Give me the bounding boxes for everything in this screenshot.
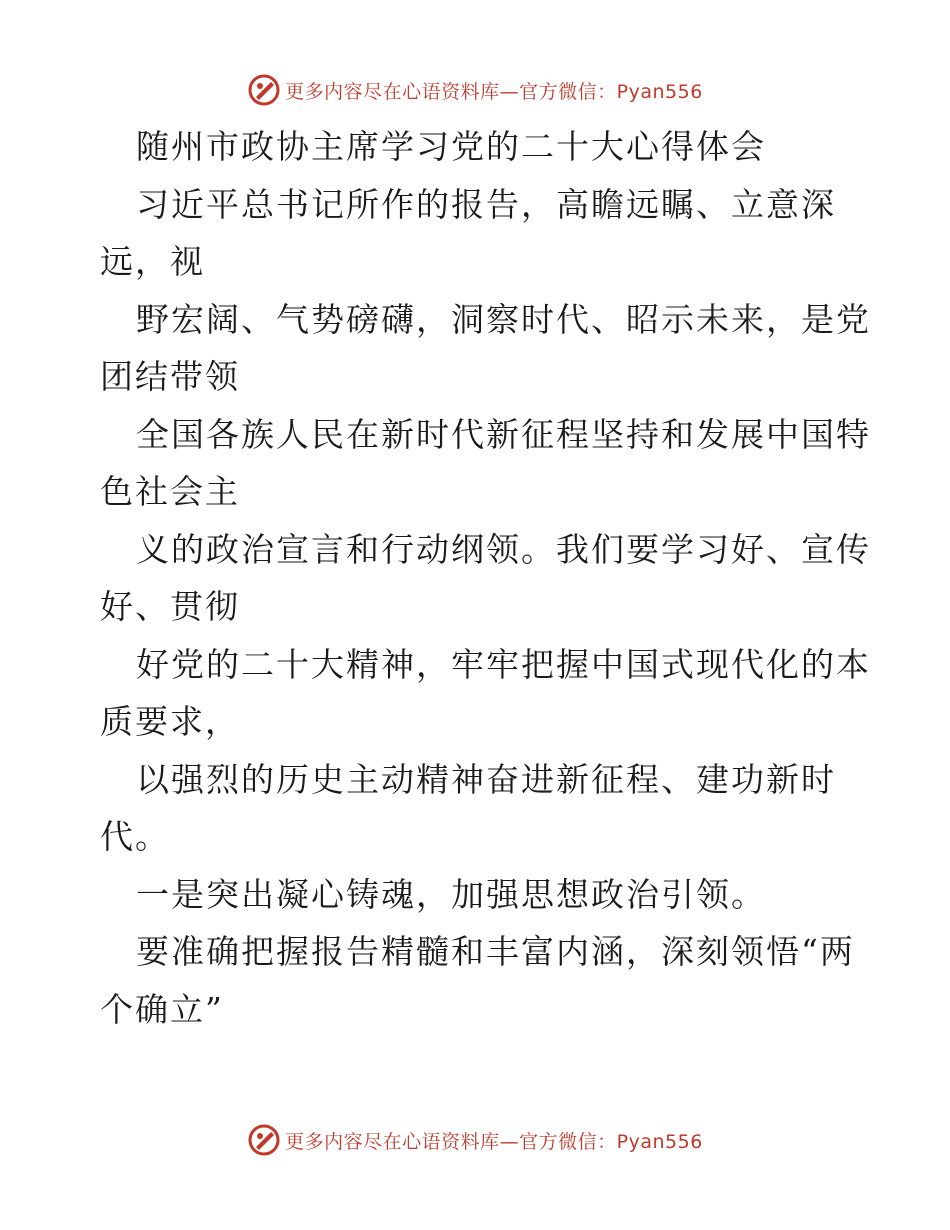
text-line: 团结带领	[100, 357, 240, 396]
text-line: 野宏阔、气势磅礴，洞察时代、昭示未来，是党	[136, 299, 871, 339]
text-line: 代。	[100, 817, 170, 856]
document-body	[100, 118, 871, 1038]
text-line: 全国各族人民在新时代新征程坚持和发展中国特	[136, 414, 871, 454]
section-heading: 一是突出凝心铸魂，加强思想政治引领。	[136, 874, 766, 914]
watermark-text: 更多内容尽在心语资料库—官方微信：Pyan556	[285, 80, 703, 103]
header-watermark	[0, 70, 950, 110]
text-line: 习近平总书记所作的报告，高瞻远瞩、立意深	[136, 184, 836, 224]
text-line: 好、贯彻	[100, 587, 240, 626]
document-title: 随州市政协主席学习党的二十大心得体会	[136, 127, 766, 166]
text-line: 个确立”	[100, 989, 224, 1029]
text-line: 义的政治宣言和行动纲领。我们要学习好、宣传	[136, 529, 871, 569]
text-line: 质要求，	[100, 702, 240, 741]
watermark-text: 更多内容尽在心语资料库—官方微信：Pyan556	[285, 1130, 703, 1153]
text-line: 以强烈的历史主动精神奋进新征程、建功新时	[136, 759, 836, 799]
text-line: 要准确把握报告精髓和丰富内涵，深刻领悟“两	[136, 932, 855, 971]
brand-logo-icon	[247, 73, 281, 107]
text-line: 远，视	[100, 242, 205, 281]
text-line: 好党的二十大精神，牢牢把握中国式现代化的本	[136, 644, 871, 684]
brand-logo-icon	[247, 1123, 281, 1157]
text-line: 色社会主	[100, 472, 240, 511]
footer-watermark	[0, 1120, 950, 1160]
